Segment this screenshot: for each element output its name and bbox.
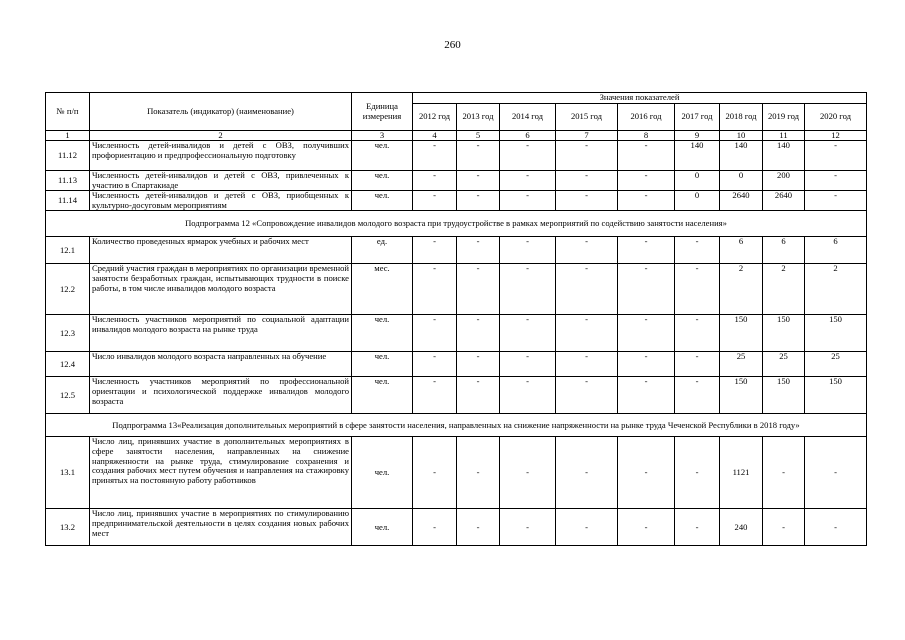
row-number: 11.13 xyxy=(46,171,90,191)
value-cell: 6 xyxy=(805,237,867,264)
column-number: 2 xyxy=(90,131,352,141)
value-cell: - xyxy=(556,141,618,171)
column-number: 3 xyxy=(352,131,413,141)
value-cell: - xyxy=(805,509,867,546)
value-cell: - xyxy=(763,437,805,509)
value-cell: - xyxy=(618,141,675,171)
value-cell: - xyxy=(413,141,457,171)
unit-cell: чел. xyxy=(352,191,413,211)
page-number: 260 xyxy=(444,39,461,51)
indicator-name: Число лиц, принявших участие в дополнительных мероприятиях в сфере занятости населения, направленных на снижение напряженности на рынке труда, стимулирование сохранения и создания рабочих мест путем обучения и направления на стажировку принятых на постоянную работу работников xyxy=(90,437,352,509)
header-year: 2016 год xyxy=(618,103,675,130)
value-cell: - xyxy=(618,315,675,352)
value-cell: - xyxy=(618,264,675,315)
table-row xyxy=(46,377,867,414)
value-cell: - xyxy=(457,191,500,211)
value-cell: - xyxy=(556,315,618,352)
indicator-name: Число инвалидов молодого возраста направленных на обучение xyxy=(90,352,352,377)
table-row xyxy=(46,509,867,546)
column-number: 7 xyxy=(556,131,618,141)
value-cell: 150 xyxy=(805,315,867,352)
value-cell: - xyxy=(457,437,500,509)
value-cell: - xyxy=(413,191,457,211)
table-row xyxy=(46,352,867,377)
unit-cell: мес. xyxy=(352,264,413,315)
header-year: 2020 год xyxy=(805,103,867,130)
value-cell: - xyxy=(413,352,457,377)
value-cell: 0 xyxy=(675,191,720,211)
value-cell: 25 xyxy=(805,352,867,377)
value-cell: 140 xyxy=(763,141,805,171)
value-cell: - xyxy=(457,377,500,414)
column-number: 8 xyxy=(618,131,675,141)
value-cell: - xyxy=(413,171,457,191)
header-year: 2015 год xyxy=(556,103,618,130)
value-cell: - xyxy=(805,191,867,211)
section-3-body xyxy=(46,437,867,546)
indicator-name: Численность детей-инвалидов и детей с ОВЗ, привлеченных к участию в Спартакиаде xyxy=(90,171,352,191)
value-cell: - xyxy=(556,171,618,191)
value-cell: - xyxy=(500,377,556,414)
unit-cell: чел. xyxy=(352,141,413,171)
section-2-body xyxy=(46,237,867,414)
value-cell: - xyxy=(413,264,457,315)
column-number: 5 xyxy=(457,131,500,141)
unit-cell: чел. xyxy=(352,352,413,377)
value-cell: - xyxy=(675,509,720,546)
header-year: 2018 год xyxy=(720,103,763,130)
table-row xyxy=(46,191,867,211)
table-row xyxy=(46,237,867,264)
value-cell: - xyxy=(500,237,556,264)
value-cell: - xyxy=(500,264,556,315)
value-cell: 0 xyxy=(720,171,763,191)
value-cell: 240 xyxy=(720,509,763,546)
header-values: Значения показателей xyxy=(413,93,867,104)
row-number: 12.2 xyxy=(46,264,90,315)
indicator-name: Число лиц, принявших участие в мероприятиях по стимулированию предпринимательской деятельности в целях создания новых рабочих мест xyxy=(90,509,352,546)
row-number: 12.4 xyxy=(46,352,90,377)
column-number: 12 xyxy=(805,131,867,141)
unit-cell: чел. xyxy=(352,509,413,546)
value-cell: - xyxy=(618,377,675,414)
row-number: 13.2 xyxy=(46,509,90,546)
subprogram-row xyxy=(46,211,867,237)
subprogram-row xyxy=(46,414,867,437)
value-cell: 6 xyxy=(720,237,763,264)
value-cell: 6 xyxy=(763,237,805,264)
value-cell: - xyxy=(675,264,720,315)
value-cell: - xyxy=(556,377,618,414)
value-cell: 1121 xyxy=(720,437,763,509)
indicator-name: Численность участников мероприятий по профессиональной ориентации и психологической поддержке инвалидов молодого возраста xyxy=(90,377,352,414)
value-cell: 2 xyxy=(763,264,805,315)
section-1-body xyxy=(46,141,867,211)
value-cell: - xyxy=(556,237,618,264)
value-cell: 25 xyxy=(763,352,805,377)
table-row xyxy=(46,315,867,352)
column-number-row xyxy=(46,131,867,141)
row-number: 11.12 xyxy=(46,141,90,171)
row-number: 13.1 xyxy=(46,437,90,509)
table-row xyxy=(46,141,867,171)
value-cell: - xyxy=(763,509,805,546)
value-cell: - xyxy=(805,171,867,191)
subprogram-12-title: Подпрограмма 12 «Сопровождение инвалидов молодого возраста при трудоустройстве в рамках мероприятий по содействию занятости населения» xyxy=(46,211,867,237)
value-cell: - xyxy=(457,352,500,377)
value-cell: 2 xyxy=(805,264,867,315)
value-cell: - xyxy=(500,315,556,352)
header-year: 2019 год xyxy=(763,103,805,130)
indicator-name: Количество проведенных ярмарок учебных и рабочих мест xyxy=(90,237,352,264)
header-no: № п/п xyxy=(46,93,90,131)
value-cell: - xyxy=(413,509,457,546)
value-cell: - xyxy=(500,171,556,191)
value-cell: - xyxy=(413,377,457,414)
header-indicator: Показатель (индикатор) (наименование) xyxy=(90,93,352,131)
value-cell: - xyxy=(675,437,720,509)
unit-cell: ед. xyxy=(352,237,413,264)
value-cell: - xyxy=(675,377,720,414)
value-cell: 0 xyxy=(675,171,720,191)
row-number: 12.3 xyxy=(46,315,90,352)
value-cell: - xyxy=(457,264,500,315)
row-number: 12.1 xyxy=(46,237,90,264)
column-number: 10 xyxy=(720,131,763,141)
unit-cell: чел. xyxy=(352,171,413,191)
value-cell: - xyxy=(457,171,500,191)
value-cell: 150 xyxy=(720,315,763,352)
value-cell: - xyxy=(618,352,675,377)
indicator-name: Численность детей-инвалидов и детей с ОВЗ, приобщенных к культурно-досуговым мероприятиям xyxy=(90,191,352,211)
indicator-name: Численность детей-инвалидов и детей с ОВЗ, получивших профориентацию и предпрофессиональную подготовку xyxy=(90,141,352,171)
column-number: 11 xyxy=(763,131,805,141)
unit-cell: чел. xyxy=(352,315,413,352)
header-year: 2014 год xyxy=(500,103,556,130)
value-cell: - xyxy=(675,315,720,352)
header-year: 2013 год xyxy=(457,103,500,130)
row-number: 11.14 xyxy=(46,191,90,211)
value-cell: 2640 xyxy=(720,191,763,211)
value-cell: 2640 xyxy=(763,191,805,211)
value-cell: - xyxy=(413,237,457,264)
indicator-name: Численность участников мероприятий по социальной адаптации инвалидов молодого возраста на рынке труда xyxy=(90,315,352,352)
table-row xyxy=(46,264,867,315)
value-cell: - xyxy=(413,437,457,509)
value-cell: 150 xyxy=(805,377,867,414)
header-unit: Единица измерения xyxy=(352,93,413,131)
value-cell: - xyxy=(457,509,500,546)
value-cell: 150 xyxy=(763,315,805,352)
value-cell: - xyxy=(457,141,500,171)
value-cell: - xyxy=(457,237,500,264)
value-cell: - xyxy=(618,509,675,546)
value-cell: - xyxy=(618,171,675,191)
value-cell: - xyxy=(618,437,675,509)
column-number: 6 xyxy=(500,131,556,141)
value-cell: - xyxy=(500,437,556,509)
value-cell: - xyxy=(457,315,500,352)
header-row-1 xyxy=(46,93,867,104)
value-cell: - xyxy=(675,352,720,377)
table-row xyxy=(46,437,867,509)
value-cell: - xyxy=(556,509,618,546)
table-row xyxy=(46,171,867,191)
value-cell: - xyxy=(500,509,556,546)
unit-cell: чел. xyxy=(352,377,413,414)
row-number: 12.5 xyxy=(46,377,90,414)
value-cell: 200 xyxy=(763,171,805,191)
value-cell: - xyxy=(805,437,867,509)
value-cell: - xyxy=(675,237,720,264)
value-cell: - xyxy=(805,141,867,171)
column-number: 1 xyxy=(46,131,90,141)
indicators-table xyxy=(45,92,867,546)
subprogram-13-title: Подпрограмма 13«Реализация дополнительных мероприятий в сфере занятости населения, направленных на снижение напряженности на рынке труда Чеченской Республики в 2018 году» xyxy=(46,414,867,437)
value-cell: - xyxy=(500,191,556,211)
value-cell: 150 xyxy=(720,377,763,414)
value-cell: 150 xyxy=(763,377,805,414)
header-year: 2017 год xyxy=(675,103,720,130)
value-cell: - xyxy=(556,191,618,211)
column-number: 9 xyxy=(675,131,720,141)
value-cell: - xyxy=(500,352,556,377)
value-cell: 25 xyxy=(720,352,763,377)
value-cell: - xyxy=(413,315,457,352)
value-cell: 140 xyxy=(675,141,720,171)
indicator-name: Средний участия граждан в мероприятиях по организации временной занятости безработных граждан, испытывающих трудности в поиске работы, в том числе инвалидов молодого возраста xyxy=(90,264,352,315)
value-cell: 2 xyxy=(720,264,763,315)
value-cell: - xyxy=(618,237,675,264)
value-cell: - xyxy=(500,141,556,171)
value-cell: - xyxy=(618,191,675,211)
value-cell: - xyxy=(556,352,618,377)
unit-cell: чел. xyxy=(352,437,413,509)
header-year: 2012 год xyxy=(413,103,457,130)
value-cell: 140 xyxy=(720,141,763,171)
column-number: 4 xyxy=(413,131,457,141)
value-cell: - xyxy=(556,437,618,509)
value-cell: - xyxy=(556,264,618,315)
